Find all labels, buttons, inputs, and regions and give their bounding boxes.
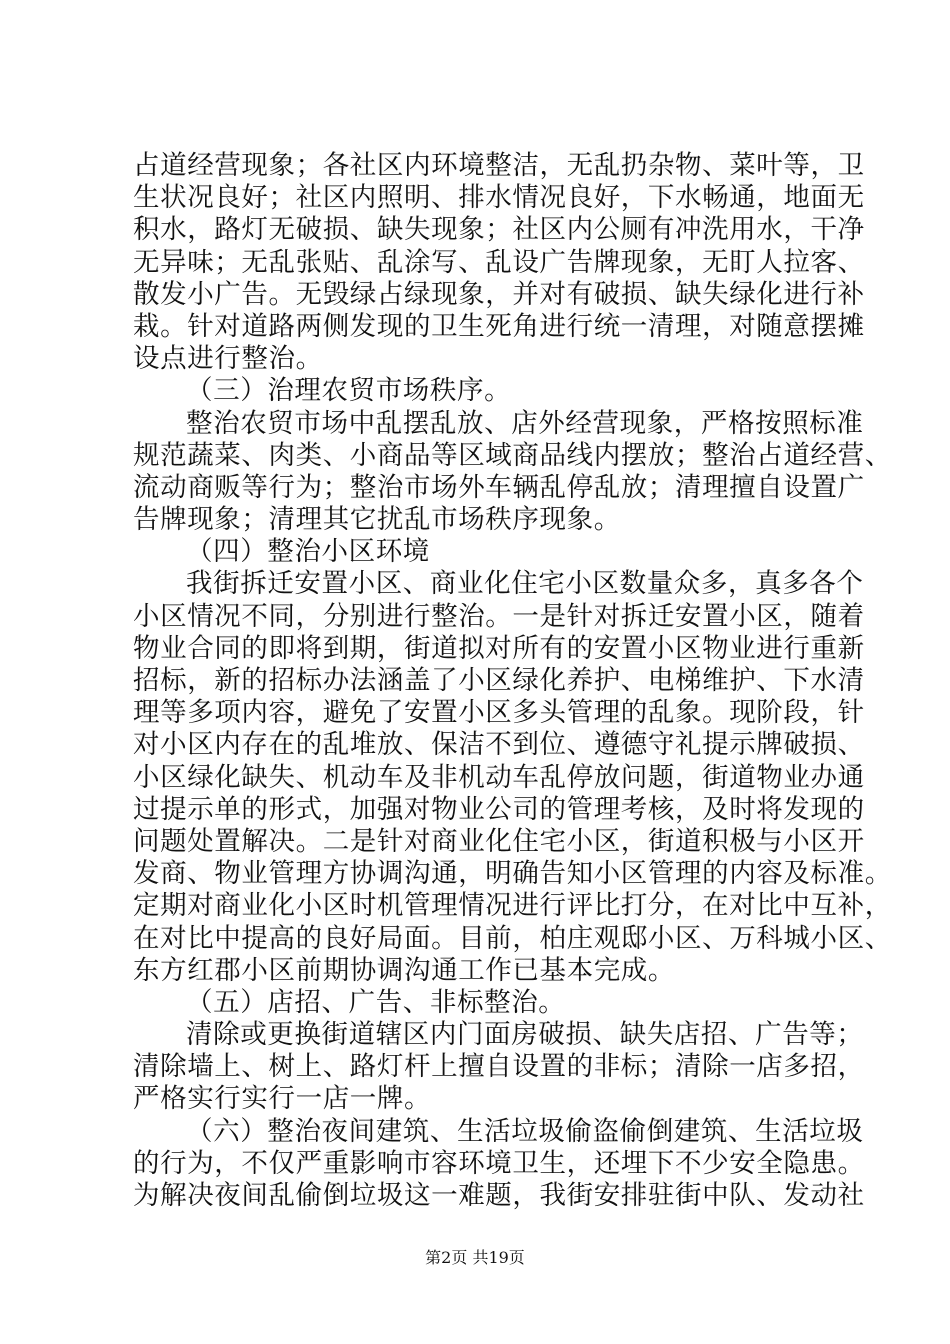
text-line: 严格实行实行一店一牌。 — [133, 1083, 432, 1115]
text-line: （四）整治小区环境 — [186, 536, 430, 568]
page-footer: 第2页 共19页 — [425, 1248, 525, 1267]
text-line: 理等多项内容，避免了安置小区多头管理的乱象。现阶段，针 — [133, 697, 865, 729]
text-line: （三）治理农贸市场秩序。 — [186, 375, 512, 407]
text-line: 东方红郡小区前期协调沟通工作已基本完成。 — [133, 954, 675, 986]
text-line: 流动商贩等行为；整治市场外车辆乱停乱放；清理擅自设置广 — [133, 471, 865, 503]
text-line: 定期对商业化小区时机管理情况进行评比打分，在对比中互补， — [133, 890, 892, 922]
text-line: 生状况良好；社区内照明、排水情况良好，下水畅通，地面无 — [133, 182, 865, 214]
text-line: （六）整治夜间建筑、生活垃圾偷盗偷倒建筑、生活垃圾 — [186, 1115, 864, 1147]
text-line: 我街拆迁安置小区、商业化住宅小区数量众多，真多各个 — [186, 568, 864, 600]
text-line: 告牌现象；清理其它扰乱市场秩序现象。 — [133, 504, 621, 536]
text-line: 发商、物业管理方协调沟通，明确告知小区管理的内容及标准。 — [133, 858, 892, 890]
text-line: 清除或更换街道辖区内门面房破损、缺失店招、广告等； — [186, 1019, 864, 1051]
document-body — [133, 150, 892, 1212]
text-line: 清除墙上、树上、路灯杆上擅自设置的非标；清除一店多招， — [133, 1051, 865, 1083]
text-line: 物业合同的即将到期，街道拟对所有的安置小区物业进行重新 — [133, 632, 865, 664]
text-line: 规范蔬菜、肉类、小商品等区域商品线内摆放；整治占道经营、 — [133, 439, 892, 471]
text-line: 在对比中提高的良好局面。目前，柏庄观邸小区、万科城小区、 — [133, 922, 892, 954]
text-line: （五）店招、广告、非标整治。 — [186, 986, 566, 1018]
text-line: 设点进行整治。 — [133, 343, 323, 375]
text-line: 积水，路灯无破损、缺失现象；社区内公厕有冲洗用水，干净 — [133, 214, 865, 246]
text-line: 无异味；无乱张贴、乱涂写、乱设广告牌现象，无盯人拉客、 — [133, 246, 865, 278]
text-line: 小区绿化缺失、机动车及非机动车乱停放问题，街道物业办通 — [133, 761, 865, 793]
text-line: 为解决夜间乱偷倒垃圾这一难题，我街安排驻街中队、发动社 — [133, 1180, 865, 1211]
text-line: 过提示单的形式，加强对物业公司的管理考核，及时将发现的 — [133, 793, 865, 825]
text-line: 招标，新的招标办法涵盖了小区绿化养护、电梯维护、下水清 — [133, 665, 865, 696]
text-line: 散发小广告。无毁绿占绿现象，并对有破损、缺失绿化进行补 — [133, 278, 865, 310]
text-line: 整治农贸市场中乱摆乱放、店外经营现象，严格按照标准 — [186, 407, 864, 439]
text-line: 小区情况不同，分别进行整治。一是针对拆迁安置小区，随着 — [133, 600, 865, 632]
text-line: 对小区内存在的乱堆放、保洁不到位、遵德守礼提示牌破损、 — [133, 729, 865, 761]
text-line: 的行为，不仅严重影响市容环境卫生，还埋下不少安全隐患。 — [133, 1147, 865, 1179]
text-line: 栽。针对道路两侧发现的卫生死角进行统一清理，对随意摆摊 — [133, 310, 865, 342]
text-line: 问题处置解决。二是针对商业化住宅小区，街道积极与小区开 — [133, 825, 865, 857]
text-line: 占道经营现象；各社区内环境整洁，无乱扔杂物、菜叶等，卫 — [133, 150, 865, 181]
